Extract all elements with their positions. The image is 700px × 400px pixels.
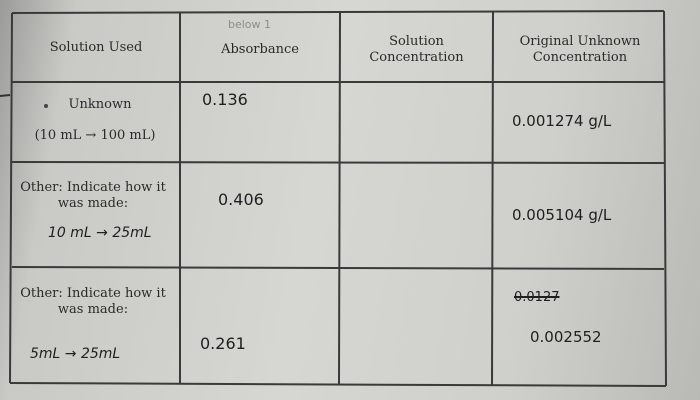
row2-original-concentration: 0.005104 g/L bbox=[512, 206, 612, 224]
row1-label: Unknown bbox=[68, 97, 132, 112]
row3-made: 5mL → 25mL bbox=[30, 346, 121, 362]
row3-label: Other: Indicate how it was made: bbox=[20, 286, 166, 317]
row3-absorbance: 0.261 bbox=[200, 334, 246, 353]
row3-original-struck-value: 0.0127 bbox=[514, 290, 560, 305]
header-absorbance: Absorbance bbox=[221, 42, 299, 57]
header-solution-concentration: Solution Concentration bbox=[369, 34, 464, 65]
header-original-unknown-concentration: Original Unknown Concentration bbox=[519, 34, 641, 65]
header-annotation: below 1 bbox=[228, 18, 272, 31]
row3-original-concentration: 0.002552 bbox=[530, 328, 602, 346]
row2-absorbance: 0.406 bbox=[218, 190, 264, 209]
row1-dilution: (10 mL → 100 mL) bbox=[34, 128, 156, 143]
row1-original-concentration: 0.001274 g/L bbox=[512, 112, 612, 130]
row2-made: 10 mL → 25mL bbox=[48, 225, 152, 241]
row2-label: Other: Indicate how it was made: bbox=[20, 180, 166, 211]
header-solution-used: Solution Used bbox=[49, 40, 143, 55]
row1-absorbance: 0.136 bbox=[202, 90, 248, 109]
